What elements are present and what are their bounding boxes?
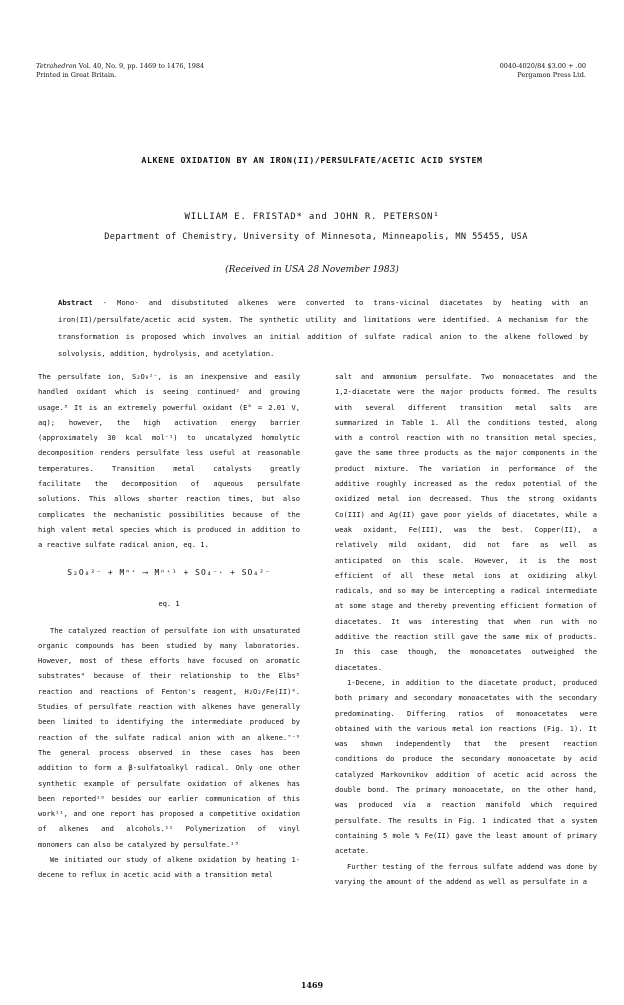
- text-line: The persulfate ion, S₂O₈²⁻, is an inexpensive and easily: [38, 372, 300, 381]
- text-line: containing 5 mole % Fe(II) gave the least amount of primary: [335, 830, 597, 840]
- text-line: been limited to identifying the intermediate produced by: [38, 717, 300, 727]
- journal-citation: [36, 62, 204, 80]
- text-line: with a control reaction with no transition metal species,: [335, 433, 597, 443]
- text-line: Studies of persulfate reaction with alkenes have generally: [38, 702, 300, 712]
- text-line: persulfate. The results in Fig. 1 indicated that a system: [335, 815, 597, 825]
- text-line: obtained with the various metal ion reactions (Fig. 1). It: [335, 723, 597, 733]
- text-line: complicates the mechanistic possibilities because of the: [38, 509, 300, 519]
- text-line: 1-Decene, in addition to the diacetate product, produced: [347, 677, 597, 687]
- text-line: (approximately 30 kcal mol⁻¹) to uncatalyzed homolytic: [38, 433, 300, 443]
- publisher-name: Pergamon Press Ltd.: [517, 71, 586, 79]
- text-line: solutions. This allows shorter reaction times, but also: [38, 494, 300, 504]
- left-paragraph-1: [38, 369, 300, 553]
- text-line: synthetic example of persulfate oxidation of alkenes has: [38, 778, 300, 788]
- text-line: additive the reaction still gave the same mix of products.: [335, 632, 597, 642]
- author-list: WILLIAM E. FRISTAD* and JOHN R. PETERSON¹: [184, 212, 440, 222]
- text-line: predominating. Differing ratios of monoacetates were: [335, 708, 597, 718]
- text-line: temperatures. Transition metal catalysts greatly: [38, 463, 300, 473]
- text-line: acetate.: [335, 846, 370, 856]
- text-line: a reactive sulfate radical anion, eq. 1.: [38, 540, 209, 550]
- text-line: diacetates. It was interesting that when run with no: [335, 616, 597, 626]
- text-line: product mixture. The variation in performance of the: [335, 463, 597, 473]
- affiliation: Department of Chemistry, University of Minnesota, Minneapolis, MN 55455, USA: [104, 232, 528, 242]
- text-line: substrates⁴ because of their relationship to the Elbs⁵: [38, 671, 300, 681]
- equation-label: eq. 1: [158, 598, 180, 608]
- right-paragraph-3: [335, 859, 597, 890]
- text-line: diacetates.: [335, 662, 382, 672]
- publisher-code: [500, 62, 586, 80]
- right-paragraph-2: [335, 675, 597, 859]
- right-column: [335, 369, 597, 889]
- printed-location: Printed in Great Britain.: [36, 71, 117, 79]
- text-line: high valent metal species which is produced in addition to: [38, 524, 300, 534]
- text-line: was produced via a reaction manifold which required: [335, 800, 597, 810]
- text-line: was shown independently that the present reaction: [335, 739, 597, 749]
- text-line: efficient of all these metal ions at oxidizing alkyl: [335, 570, 597, 580]
- left-paragraph-2: [38, 623, 300, 852]
- text-line: double bond. The primary monoacetate, on the other hand,: [335, 785, 597, 795]
- text-line: work¹¹, and one report has proposed a competitive oxidation: [38, 809, 300, 819]
- text-line: In this case though, the monoacetates outweighed the: [335, 647, 597, 657]
- text-line: monomers can also be catalyzed by persulfate.¹³: [38, 839, 239, 849]
- text-line: varying the amount of the addend as well as persulfate in a: [335, 876, 587, 886]
- text-line: The general process observed in these cases has been: [38, 747, 300, 757]
- text-line: reaction of the sulfate radical anion with an alkene.⁷⁻⁹: [38, 732, 300, 742]
- left-column: [38, 369, 300, 883]
- text-line: salt and ammonium persulfate. Two monoacetates and the: [335, 372, 597, 381]
- received-date: (Received in USA 28 November 1983): [225, 265, 399, 275]
- text-line: reaction and reactions of Fenton's reagent, H₂O₂/Fe(II)⁶.: [38, 686, 300, 696]
- text-line: addition to form a β-sulfatoalkyl radical. Only one other: [38, 763, 300, 773]
- text-line: radicals, and so may be intercepting a radical intermediate: [335, 586, 597, 596]
- issn-price: 0040-4020/84 $3.00 + .00: [499, 62, 586, 70]
- text-line: catalyzed Markovnikov addition of acetic acid across the: [335, 769, 597, 779]
- text-line: with several different transition metal salts are: [335, 402, 597, 412]
- text-line: Co(III) and Ag(II) gave poor yields of diacetates, while a: [335, 509, 597, 519]
- left-paragraph-3: [38, 852, 300, 883]
- abstract-text: - Mono- and disubstituted alkenes were converted to trans-vicinal diacetates by heating with an iron(II)/persulfate/acetic acid system. The synthetic utility and limitations were identified. A mechanism for the transformation is proposed which involves an initial addition of sulfate radical anion to the alkene followed by solvolysis, addition, hydrolysis, and acetylation.: [58, 298, 588, 358]
- equation-1: S₂O₈²⁻ + Mⁿ⁺ ⟶ Mⁿ⁺¹ + SO₄⁻· + SO₄²⁻: [67, 567, 271, 577]
- text-line: conditions do produce the secondary monoacetate by acid: [335, 754, 597, 764]
- text-line: usage.³ It is an extremely powerful oxidant (E° = 2.01 V,: [38, 402, 300, 412]
- text-line: aq); however, the high activation energy barrier: [38, 417, 300, 427]
- text-line: relatively mild oxidant, did not fare as well as: [335, 540, 597, 550]
- text-line: summarized in Table 1. All the conditions tested, along: [335, 417, 597, 427]
- page-number: 1469: [300, 980, 324, 990]
- text-line: both primary and secondary monoacetates with the secondary: [335, 693, 597, 703]
- text-line: at some stage and thereby preventing efficient formation of: [335, 601, 597, 611]
- abstract-label: Abstract: [58, 298, 93, 307]
- text-line: gave the same three products as the major components in the: [335, 448, 597, 458]
- right-paragraph-1: [335, 369, 597, 675]
- text-line: decene to reflux in acetic acid with a transition metal: [38, 870, 273, 880]
- text-line: We initiated our study of alkene oxidation by heating 1-: [50, 855, 300, 865]
- text-line: handled oxidant which is seeing continued² and growing: [38, 387, 300, 397]
- text-line: 1,2-diacetate were the major products formed. The results: [335, 387, 597, 397]
- text-line: anticipated on this scale. However, it is the most: [335, 555, 597, 565]
- text-line: of alkenes and alcohols.¹² Polymerization of vinyl: [38, 824, 300, 834]
- text-line: The catalyzed reaction of persulfate ion with unsaturated: [50, 625, 300, 635]
- paper-title: ALKENE OXIDATION BY AN IRON(II)/PERSULFATE/ACETIC ACID SYSTEM: [141, 155, 483, 165]
- journal-volume: Vol. 40, No. 9, pp. 1469 to 1476, 1984: [76, 62, 205, 70]
- text-line: oxidized metal ion decreased. Thus the strong oxidants: [335, 494, 597, 504]
- text-line: decomposition renders persulfate less useful at reasonable: [38, 448, 300, 458]
- journal-name: Tetrahedron: [36, 62, 77, 70]
- text-line: However, most of these efforts have focused on aromatic: [38, 656, 300, 666]
- text-line: facilitate the decomposition of aqueous persulfate: [38, 479, 300, 489]
- text-line: weak oxidant, Fe(III), was the best. Copper(II), a: [335, 524, 597, 534]
- text-line: been reported¹⁰ besides our earlier communication of this: [38, 793, 300, 803]
- text-line: organic compounds has been studied by many laboratories.: [38, 640, 300, 650]
- text-line: additive roughly increased as the redox potential of the: [335, 479, 597, 489]
- text-line: Further testing of the ferrous sulfate addend was done by: [347, 861, 597, 871]
- abstract: [58, 294, 588, 362]
